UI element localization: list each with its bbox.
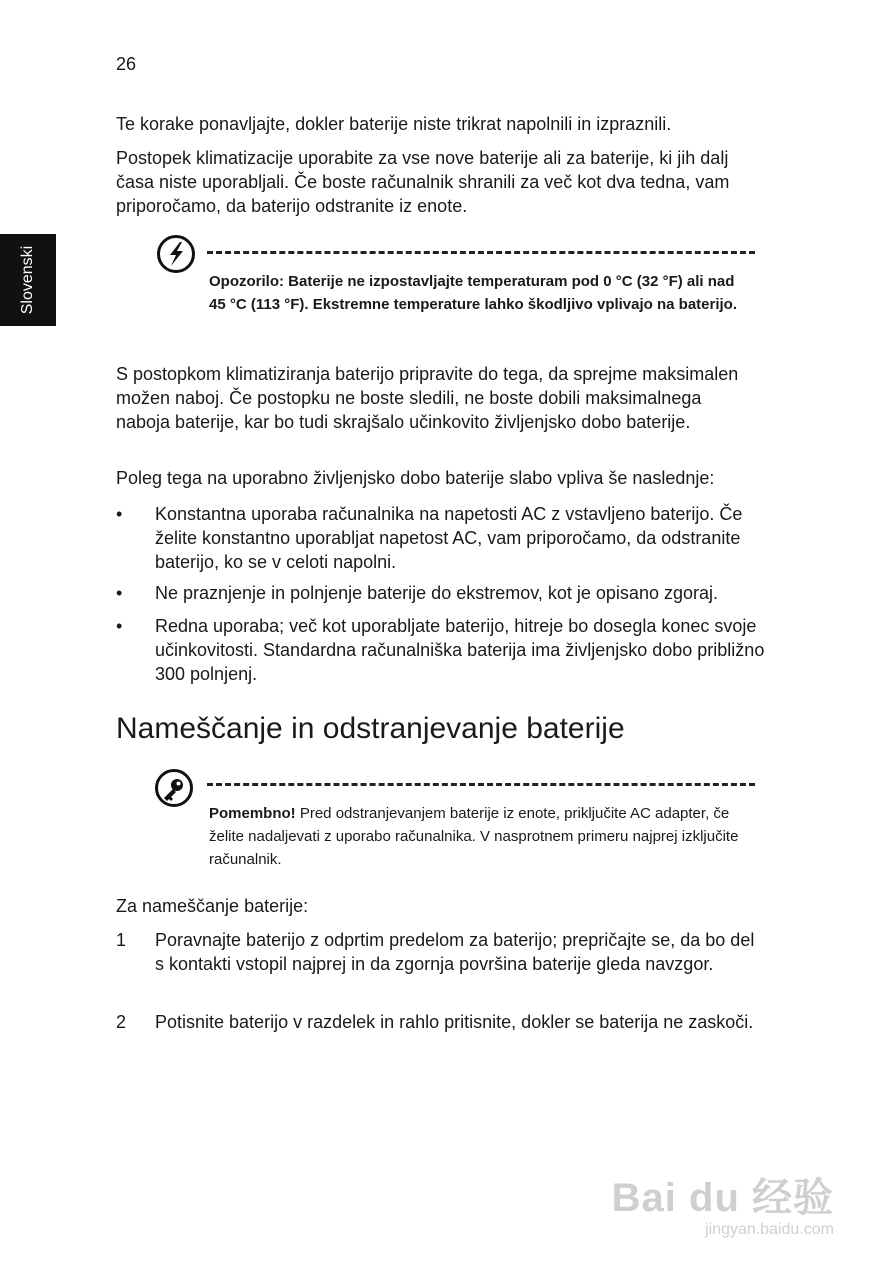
language-side-tab xyxy=(0,234,56,326)
watermark xyxy=(612,1176,834,1240)
bullet-marker: • xyxy=(116,504,123,524)
section-heading: Nameščanje in odstranjevanje baterije xyxy=(116,712,625,745)
paragraph-lifetime-factors: Poleg tega na uporabno življenjsko dobo baterije slabo vpliva še naslednje: xyxy=(116,468,715,488)
important-label: Pomembno! xyxy=(209,805,296,822)
step-item xyxy=(116,1010,766,1058)
warning-divider xyxy=(207,251,755,254)
step-text: Potisnite baterijo v razdelek in rahlo pritisnite, dokler se baterija ne zaskoči. xyxy=(155,1012,754,1032)
warning-note-text: Opozorilo: Baterije ne izpostavljajte temperaturam pod 0 °C (32 °F) ali nad 45 °C (113 °F). Ekstremne temperature lahko škodljivo vplivajo na baterijo. xyxy=(209,273,738,313)
page-number: 26 xyxy=(116,54,137,74)
key-icon xyxy=(154,768,194,813)
watermark-url: jingyan.baidu.com xyxy=(705,1221,834,1238)
step-number: 2 xyxy=(116,1012,127,1032)
step-text: Poravnajte baterijo z odprtim predelom za baterijo; prepričajte se, da bo del s kontakti vstopil najprej in da zgornja površina baterije gleda navzgor. xyxy=(155,930,755,974)
bullet-item xyxy=(116,502,766,574)
important-divider xyxy=(207,783,755,786)
paragraph-conditioning-usage: Postopek klimatizacije uporabite za vse nove baterije ali za baterije, ki jih dalj časa niste uporabljali. Če boste računalnik shranili za več kot dva tedna, vam priporočamo, da baterijo odstranite iz enote. xyxy=(116,148,730,216)
step-number: 1 xyxy=(116,930,127,950)
important-note-text: Pred odstranjevanjem baterije iz enote, priključite AC adapter, če želite nadaljevati z uporabo računalnika. V nasprotnem primeru najprej izključite računalnik. xyxy=(209,805,739,868)
warning-icon xyxy=(156,234,196,279)
paragraph-conditioning-purpose: S postopkom klimatiziranja baterijo pripravite do tega, da sprejme maksimalen možen naboj. Če postopku ne boste sledili, ne boste dobili maksimalnega naboja baterije, kar bo tudi skrajšalo učinkovito življenjsko dobo baterije. xyxy=(116,364,739,432)
side-tab-label: Slovenski xyxy=(19,245,36,315)
bullet-text: Ne praznjenje in polnjenje baterije do ekstremov, kot je opisano zgoraj. xyxy=(155,583,718,603)
bullet-item xyxy=(116,581,766,605)
bullet-text: Konstantna uporaba računalnika na napetosti AC z vstavljeno baterijo. Če želite konstantno uporabljat napetost AC, vam priporočamo, da odstranite baterijo, ko se v celoti napolni. xyxy=(155,504,743,572)
important-note xyxy=(209,802,739,871)
bullet-marker: • xyxy=(116,616,123,636)
paragraph-installing-intro: Za nameščanje baterije: xyxy=(116,896,309,916)
bullet-text: Redna uporaba; več kot uporabljate baterijo, hitreje bo dosegla konec svoje učinkovitosti. Standardna računalniška baterija ima življenjsko dobo približno 300 polnjenj. xyxy=(155,616,765,684)
bullet-marker: • xyxy=(116,583,123,603)
step-item xyxy=(116,928,766,1000)
bullet-item xyxy=(116,614,766,686)
paragraph-repeat-steps: Te korake ponavljajte, dokler baterije niste trikrat napolnili in izpraznili. xyxy=(116,114,672,134)
watermark-logo: Bai du 经验 xyxy=(611,1176,834,1220)
